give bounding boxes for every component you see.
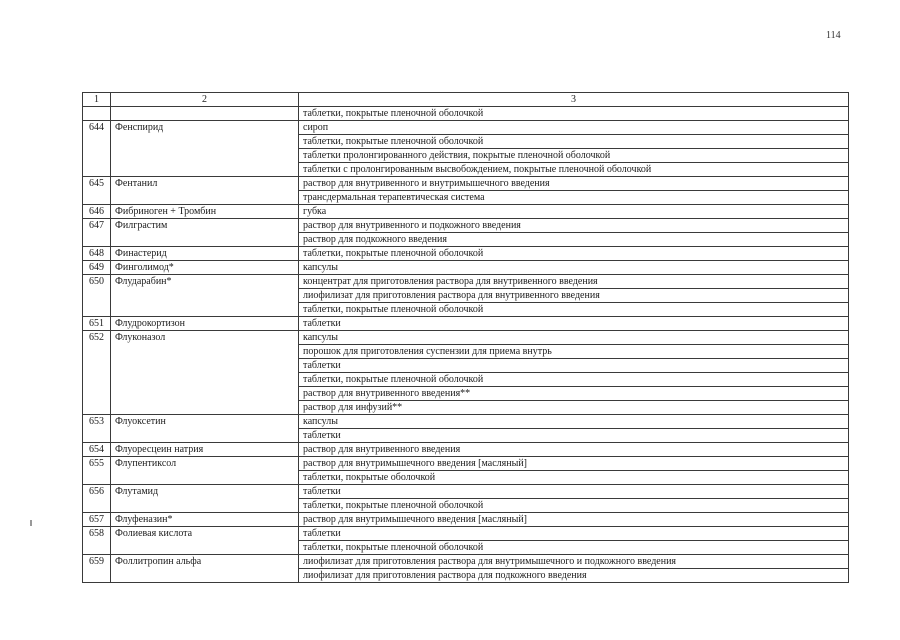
dosage-form: раствор для внутримышечного введения [масляный] [299,513,849,527]
dosage-form: таблетки, покрытые пленочной оболочкой [299,107,849,121]
table-row [83,485,849,499]
drug-name [111,107,299,121]
drug-name: Фоллитропин альфа [111,555,299,583]
row-number: 644 [83,121,111,177]
drug-name: Фенспирид [111,121,299,177]
dosage-form: губка [299,205,849,219]
table-row [83,317,849,331]
dosage-form: таблетки, покрытые пленочной оболочкой [299,373,849,387]
table-row [83,205,849,219]
table-row [83,443,849,457]
header-col-3: 3 [299,93,849,107]
row-number: 658 [83,527,111,555]
dosage-form: таблетки, покрытые пленочной оболочкой [299,247,849,261]
dosage-form: таблетки, покрытые пленочной оболочкой [299,541,849,555]
dosage-form: таблетки, покрытые оболочкой [299,471,849,485]
drug-name: Флударабин* [111,275,299,317]
table-row [83,107,849,121]
dosage-form: капсулы [299,331,849,345]
drug-name: Флупентиксол [111,457,299,485]
dosage-form: лиофилизат для приготовления раствора для внутримышечного и подкожного введения [299,555,849,569]
row-number: 647 [83,219,111,247]
dosage-form: раствор для внутривенного и подкожного введения [299,219,849,233]
header-col-1: 1 [83,93,111,107]
page-number: 114 [826,30,841,41]
dosage-form: таблетки [299,527,849,541]
dosage-form: таблетки с пролонгированным высвобождением, покрытые пленочной оболочкой [299,163,849,177]
table-row [83,261,849,275]
dosage-form: лиофилизат для приготовления раствора для внутривенного введения [299,289,849,303]
drug-name: Флуоресцеин натрия [111,443,299,457]
row-number: 653 [83,415,111,443]
drug-name: Филграстим [111,219,299,247]
row-number: 646 [83,205,111,219]
row-number: 652 [83,331,111,415]
dosage-form: раствор для внутривенного и внутримышечного введения [299,177,849,191]
dosage-form: таблетки, покрытые пленочной оболочкой [299,135,849,149]
dosage-form: таблетки [299,359,849,373]
dosage-form: таблетки пролонгированного действия, покрытые пленочной оболочкой [299,149,849,163]
table-row [83,247,849,261]
drug-name: Флуфеназин* [111,513,299,527]
dosage-form: трансдермальная терапевтическая система [299,191,849,205]
dosage-form: таблетки [299,429,849,443]
drug-name: Фибриноген + Тромбин [111,205,299,219]
drug-name: Финастерид [111,247,299,261]
dosage-form: таблетки, покрытые пленочной оболочкой [299,303,849,317]
dosage-form: раствор для подкожного введения [299,233,849,247]
table-row [83,513,849,527]
drug-name: Фолиевая кислота [111,527,299,555]
row-number: 650 [83,275,111,317]
row-number: 648 [83,247,111,261]
drug-table [82,92,849,583]
header-row [83,93,849,107]
table-row [83,121,849,135]
dosage-form: раствор для внутривенного введения** [299,387,849,401]
row-number: 645 [83,177,111,205]
table-row [83,415,849,429]
drug-name: Флутамид [111,485,299,513]
drug-name: Флудрокортизон [111,317,299,331]
dosage-form: раствор для внутримышечного введения [масляный] [299,457,849,471]
table-row [83,555,849,569]
dosage-form: капсулы [299,261,849,275]
dosage-form: раствор для внутривенного введения [299,443,849,457]
row-number [83,107,111,121]
drug-name: Финголимод* [111,261,299,275]
table-row [83,331,849,345]
dosage-form: раствор для инфузий** [299,401,849,415]
table-row [83,275,849,289]
dosage-form: таблетки [299,317,849,331]
table-row [83,527,849,541]
table-body [83,107,849,583]
dosage-form: концентрат для приготовления раствора для внутривенного введения [299,275,849,289]
row-number: 649 [83,261,111,275]
table-row [83,177,849,191]
row-number: 656 [83,485,111,513]
dosage-form: таблетки, покрытые пленочной оболочкой [299,499,849,513]
row-number: 651 [83,317,111,331]
drug-name: Флуоксетин [111,415,299,443]
dosage-form: таблетки [299,485,849,499]
dosage-form: порошок для приготовления суспензии для приема внутрь [299,345,849,359]
dosage-form: лиофилизат для приготовления раствора для подкожного введения [299,569,849,583]
dosage-form: капсулы [299,415,849,429]
table-row [83,457,849,471]
scan-margin-mark [30,520,32,526]
row-number: 654 [83,443,111,457]
drug-name: Фентанил [111,177,299,205]
table-row [83,219,849,233]
row-number: 657 [83,513,111,527]
header-col-2: 2 [111,93,299,107]
row-number: 659 [83,555,111,583]
drug-name: Флуконазол [111,331,299,415]
row-number: 655 [83,457,111,485]
dosage-form: сироп [299,121,849,135]
